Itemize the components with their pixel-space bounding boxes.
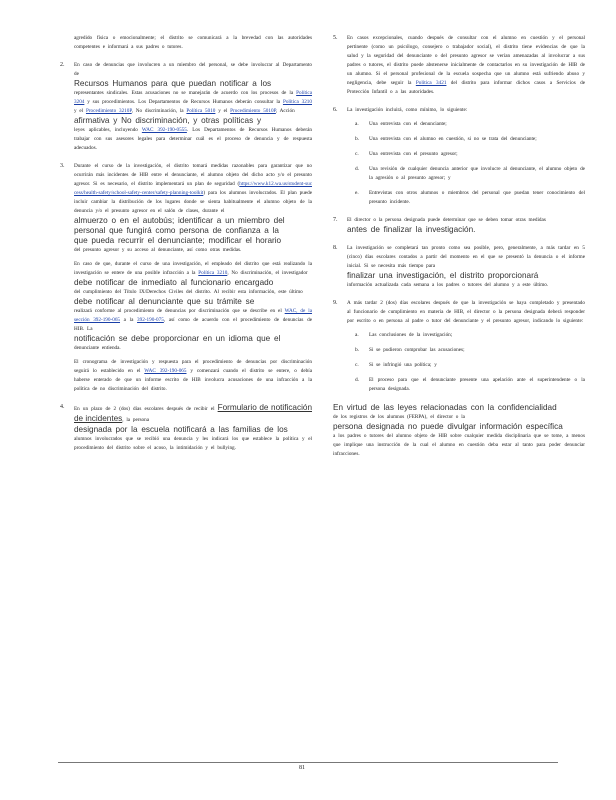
policy-5010-link[interactable]: Política 5010 (186, 108, 216, 114)
sub-text: Una revisión de cualquier denuncia anterior que involucre al denunciante, el alumno objeto de la agresión o al presunto agresor; y (369, 166, 585, 181)
paragraph-text (74, 162, 312, 255)
list-number: 3. (60, 163, 65, 169)
list-item-8 (333, 244, 585, 290)
sub-text: El proceso para que el denunciante presente una apelación ante el superintendente o la persona designada. (369, 377, 585, 392)
footer-divider (58, 762, 558, 763)
text-run-large: Recursos Humanos para que puedan notificar a los (74, 79, 272, 88)
text-run: alumnos involucrados que se recibió una denuncia y les indicará los que establece la política y el procedimiento del distrito sobre el acoso, la intimidación y el bullying. (74, 436, 312, 451)
text-run: . Los Departamentos de Recursos Humanos deberán trabajar con sus asesores legales para determinar cuál es el proceso de denuncia y de respuesta adecuados. (74, 127, 312, 151)
paragraph-text (74, 260, 312, 353)
list-number: 4. (60, 404, 65, 410)
sub-letter: b. (355, 347, 360, 353)
wac-392-190-0555-link[interactable]: WAC 392-190-0555 (141, 127, 187, 133)
text-run-large: finalizar una investigación, el distrito proporcionará (347, 271, 539, 280)
list-number: 2. (60, 62, 65, 68)
text-run: En casos excepcionales, cuando después de consultar con el alumno en cuestión y el personal pertinente (como un psicólogo, consejero o trabajador social), el distrito tiene evidencias de que la salud y la seguridad del denunciante o del presunto agresor se verían amenazadas al involucrar a sus padres o tutores, el distrito puede abstenerse inicialmente de contactarlos en su investigación de HIB de un alumno. Si el personal profesional de la escuela sospecha que un alumno está sufriendo abuso y negligencia, debe seguir la (347, 35, 585, 86)
text-run: denunciante entienda. (74, 345, 121, 351)
text-run: a la (123, 317, 134, 323)
text-run: del presunto agresor y su acceso al denunciante, así como otras medidas. (74, 247, 242, 253)
list-number: 6. (333, 107, 338, 113)
paragraph-text (333, 403, 585, 459)
incident-report-form-link[interactable]: Formulario de notificación de incidentes (74, 403, 312, 423)
text-run: de los registros de los alumnos (FERPA), el director o la (333, 414, 465, 420)
paragraph-text (347, 216, 585, 235)
text-run-large: que pueda recurrir el denunciante; modificar el horario (74, 236, 282, 245)
sub-text: Una entrevista con el denunciante; (369, 121, 447, 127)
sub-item-a (347, 331, 585, 340)
wac-392-190-075-link[interactable]: 392-190-075 (137, 317, 164, 323)
text-run: Durante el curso de la investigación, el distrito tomará medidas razonables para garantizar que no ocurrirán más incidentes de HIB entre el denunciante, el alumno objeto del dicho acto y/o el presunto agresor. Si es necesario, el distrito implementará un plan de seguridad ( (74, 163, 312, 187)
wac-392-190-065-link[interactable]: WAC 392-190-065 (144, 368, 187, 374)
paragraph-text (74, 403, 312, 453)
text-run-large: persona designada no puede divulgar información específica (333, 422, 563, 431)
list-item-4 (60, 403, 312, 453)
text-run-large: debe notificar de inmediato al funcionario encargado (74, 278, 274, 287)
text-run-large: debe notificar al denunciante que su trámite se (74, 297, 255, 306)
text-run: , No discriminación, el investigador (227, 270, 308, 276)
right-column (333, 34, 585, 468)
text-run-large: almuerzo o en el autobús; identificar a un miembro del (74, 216, 285, 225)
sub-letter: d. (355, 166, 360, 172)
list-item-3 (60, 162, 312, 394)
closing-paragraph (333, 403, 585, 459)
sub-item-c (347, 361, 585, 370)
sub-item-d (347, 165, 585, 183)
text-run: y el (218, 108, 228, 114)
sub-item-d (347, 376, 585, 394)
sub-item-a (347, 120, 585, 129)
sub-letter: e. (355, 190, 359, 196)
text-run: En caso de denuncias que involucren a un miembro del personal, se debe involucrar al Departamento de (74, 62, 312, 77)
list-number: 8. (333, 245, 338, 251)
paragraph-text (74, 358, 312, 394)
sub-item-e (347, 189, 585, 207)
text-run: , así como de acuerdo con el procedimiento de denuncias de HIB. La (74, 317, 313, 332)
text-run: y comenzará cuando el distrito se entere, o debía haberse enterado de que un informe escrito de HIB involucra acusaciones de una infracción a la política de no discriminación del distrito. (74, 368, 313, 392)
wac-392-190-065-link[interactable]: WAC, de la sección 392-190-065 (74, 308, 312, 323)
list-number: 5. (333, 35, 338, 41)
paragraph-text: La investigación incluirá, como mínimo, lo siguiente: (347, 107, 468, 113)
sub-item-c (347, 150, 585, 159)
sub-text: Entrevistas con otros alumnos o miembros del personal que puedan tener conocimiento del presunto incidente. (369, 190, 585, 205)
text-run-large: personal que fungirá como persona de confianza a la (74, 226, 279, 235)
paragraph-text: agredido física o emocionalmente; el distrito se comunicará a la brevedad con las autoridades competentes e informará a sus padres o tutores. (74, 35, 312, 50)
list-number: 9. (333, 300, 338, 306)
left-column (60, 34, 312, 462)
paragraph-text (347, 244, 585, 290)
sub-letter: b. (355, 136, 360, 142)
procedure-5010p-link[interactable]: Procedimiento 5010P (230, 108, 276, 114)
text-run: El director o la persona designada puede determinar que se deben tomar otras medidas (347, 217, 546, 223)
text-run: En un plazo de 2 (dos) días escolares después de recibir el (74, 406, 215, 412)
text-run: del cumplimiento del Título IX/Derechos Civiles del distrito. Al recibir esta información, este último (74, 289, 303, 295)
text-run: La investigación se completará tan pronto como sea posible, pero, generalmente, a más tardar en 5 (cinco) días escolares contados a partir del momento en el que se presentó la denuncia o el informe inicial. Si se necesita más tiempo para (347, 245, 585, 269)
sub-letter: a. (355, 121, 359, 127)
policy-3421-link[interactable]: Política 3421 (415, 80, 447, 86)
sub-text: Si se pudieron comprobar las acusaciones; (369, 347, 465, 353)
policy-3210-link[interactable]: Política 3210 (282, 99, 312, 105)
policy-3204-link[interactable]: Política 3204 (74, 90, 313, 105)
procedure-3210p-link[interactable]: Procedimiento 3210P (85, 108, 132, 114)
text-run: , la persona (122, 417, 150, 423)
text-run-large: En virtud de las leyes relacionadas con la confidencialidad (333, 403, 557, 412)
text-run: ) para los alumnos involucrados. El plan puede incluir cambiar la distribución de los lugares donde se sienta habitualmente el alumno objeto de la denuncia y/o el presunto agresor en el salón de clases, durante el (74, 190, 312, 214)
sub-letter: d. (355, 377, 360, 383)
list-number: 7. (333, 217, 338, 223)
sub-letter: c. (355, 362, 359, 368)
text-run: y sus procedimientos. Los Departamentos de Recursos Humanos deberán consultar la (87, 99, 281, 105)
text-run-large: designada por la escuela notificará a las familias de los (74, 425, 288, 434)
sub-item-b (347, 135, 585, 144)
sub-text: Si se infringió una política; y (369, 362, 437, 368)
text-run-large: notificación se debe proporcionar en un idioma que el (74, 334, 281, 343)
page-number: 81 (299, 765, 305, 771)
text-run: En caso de que, durante el curso de una investigación, el empleado del distrito que está realizando la investigación se entere de una posible infracción a la (74, 261, 312, 276)
text-run: y el (74, 108, 84, 114)
paragraph-text (347, 34, 585, 97)
sub-text: Una entrevista con el alumno en cuestión, si no se trata del denunciante; (369, 136, 537, 142)
policy-3210-link[interactable]: Política 3210 (198, 270, 228, 276)
sub-letter: a. (355, 332, 359, 338)
text-run: realizará conforme al procedimiento de denuncias por discriminación que se describe en el (74, 308, 282, 314)
text-run: información actualizada cada semana a los padres o tutores del alumno y a este último. (347, 282, 549, 288)
text-run: a los padres o tutores del alumno objeto de HIB sobre cualquier medida disciplinaria que se tome, a menos que implique una instrucción de la cual el alumno en cuestión deba estar al tanto para poder denunciar infracciones. (333, 433, 585, 457)
continued-paragraph (60, 34, 312, 52)
text-run: del distrito para informar dichos casos a Servicios de Protección Infantil o a las autoridades. (347, 80, 585, 95)
paragraph-text: A más tardar 2 (dos) días escolares después de que la investigación se haya completado y presentado al funcionario de cumplimiento en materia de HIB, el director o la persona designada deberá responder por escrito o en persona al padre o tutor del denunciante y el presunto agresor, indicando lo siguiente: (347, 300, 585, 324)
sub-item-b (347, 346, 585, 355)
list-item-9 (333, 299, 585, 394)
text-run: leyes aplicables, incluyendo (74, 127, 138, 133)
text-run: representantes sindicales. Estas acusaciones no se manejarán de acuerdo con los procesos de la (74, 90, 294, 96)
list-item-7 (333, 216, 585, 235)
list-item-6 (333, 106, 585, 207)
paragraph-text (74, 61, 312, 153)
text-run: , Acción (275, 108, 295, 114)
sub-text: Una entrevista con el presunto agresor; (369, 151, 458, 157)
list-item-2 (60, 61, 312, 153)
text-run: El cronograma de investigación y respuesta para el procedimiento de denuncias por discriminación seguirá lo establecido en el (74, 359, 312, 374)
sub-text: Las conclusiones de la investigación; (369, 332, 453, 338)
sub-letter: c. (355, 151, 359, 157)
text-run-large: afirmativa y No discriminación, y otras políticas y (74, 116, 262, 125)
text-run-large: antes de finalizar la investigación. (347, 225, 476, 234)
text-run: , No discriminación, la (131, 108, 184, 114)
safety-planning-toolkit-link[interactable]: https://www.k12.wa.us/student-success/health-safety/school-safety-center/safety-planning-toolkit (74, 181, 312, 196)
list-item-5 (333, 34, 585, 97)
